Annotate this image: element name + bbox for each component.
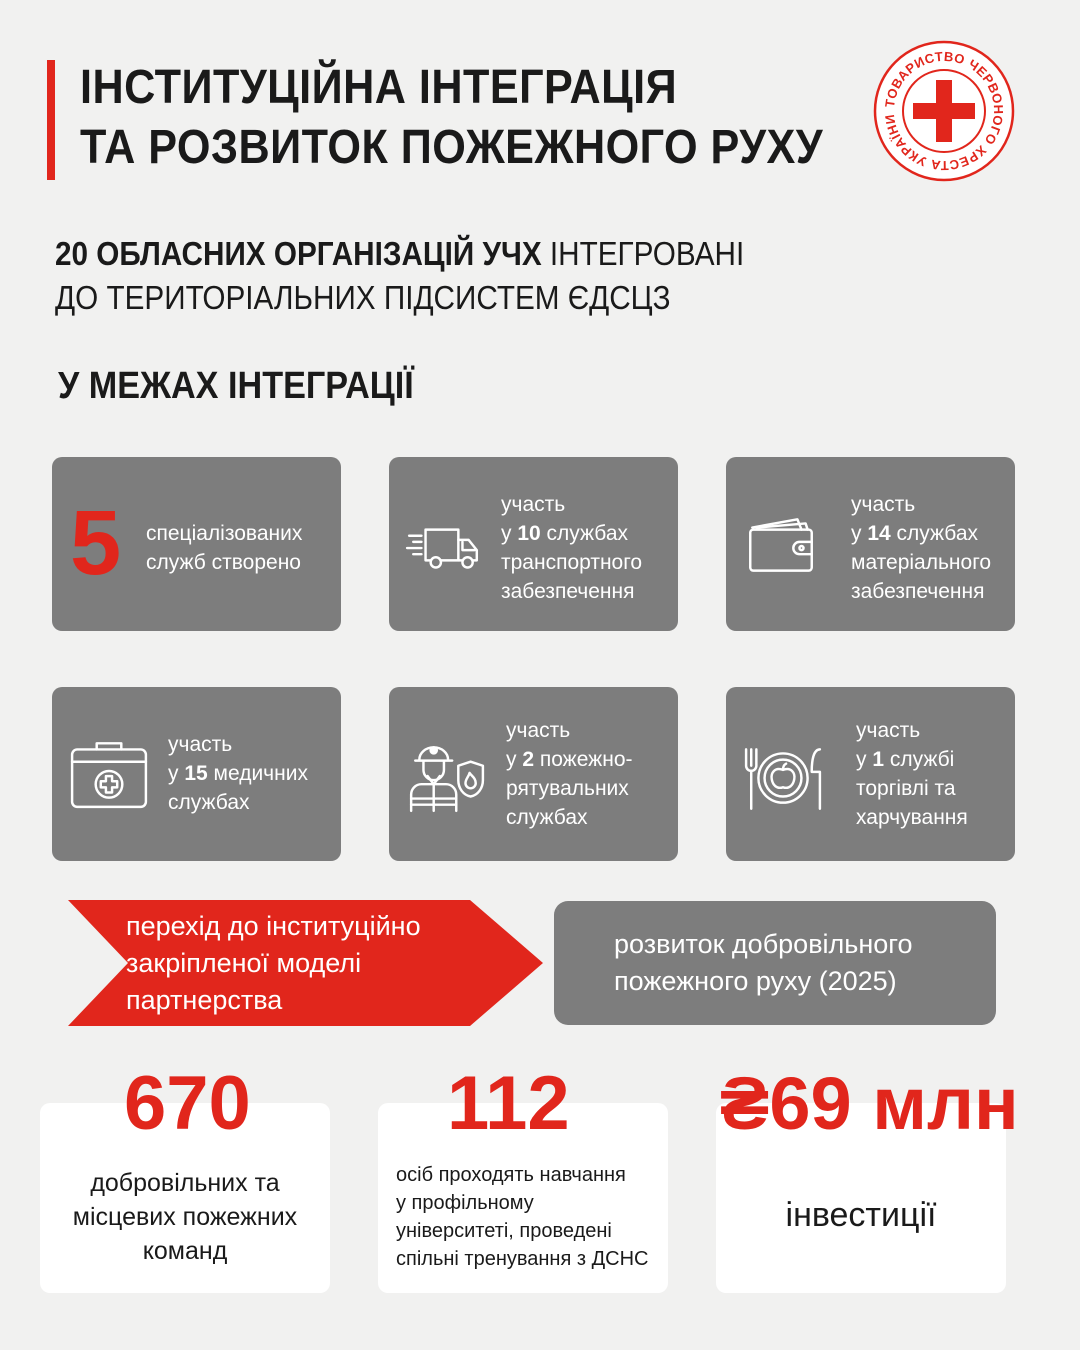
page-title — [80, 58, 824, 178]
card-line: у — [501, 522, 518, 545]
section-heading: У МЕЖАХ ІНТЕГРАЦІЇ — [58, 365, 414, 407]
transition-line: пожежного руху (2025) — [614, 966, 897, 996]
stat-desc-line: у профільному — [396, 1192, 534, 1214]
card-line: служб створено — [146, 551, 301, 574]
stat-desc-line: команд — [142, 1237, 228, 1265]
card-line: участь — [851, 493, 916, 516]
card-line: у — [506, 748, 523, 771]
card-line: забезпечення — [501, 580, 635, 603]
transition-from-text — [126, 908, 456, 1019]
stat-desc-line: університеті, проведені — [396, 1220, 612, 1242]
truck-icon — [403, 505, 485, 587]
red-cross-logo — [873, 40, 1015, 182]
transition-to-text — [614, 926, 974, 1000]
intro-statement — [55, 232, 865, 320]
card-fire-rescue-services — [389, 687, 678, 861]
card-line: службах — [540, 522, 629, 545]
card-line: участь — [856, 719, 921, 742]
page-title-line-1: ІНСТИТУЦІЙНА ІНТЕГРАЦІЯ — [80, 61, 678, 114]
card-line: службі — [884, 748, 955, 771]
intro-line-2: ДО ТЕРИТОРІАЛЬНИХ ПІДСИСТЕМ ЄДСЦЗ — [55, 279, 671, 316]
page-title-line-2: ТА РОЗВИТОК ПОЖЕЖНОГО РУХУ — [80, 121, 824, 174]
card-number: 14 — [867, 522, 891, 545]
card-line: службах — [168, 791, 250, 814]
card-number: 15 — [184, 762, 208, 785]
stat-value-trainees: 112 — [447, 1061, 570, 1146]
card-material-services — [726, 457, 1015, 631]
firefighter-icon — [405, 735, 487, 817]
stat-desc-investments — [716, 1195, 1006, 1235]
transition-line: закріпленої моделі — [126, 948, 362, 978]
card-line: спеціалізованих — [146, 522, 303, 545]
card-line: медичних — [207, 762, 308, 785]
stat-value-teams: 670 — [124, 1061, 251, 1146]
card-number: 10 — [517, 522, 541, 545]
transition-line: партнерства — [126, 985, 283, 1015]
stat-desc-line: місцевих пожежних — [72, 1203, 298, 1231]
card-line: харчування — [856, 806, 968, 829]
card-medical-services — [52, 687, 341, 861]
stat-desc-line: осіб проходять навчання — [396, 1164, 626, 1186]
card-specialized-services — [52, 457, 341, 631]
card-line: участь — [506, 719, 571, 742]
logo-text: ТОВАРИСТВО ЧЕРВОНОГО ХРЕСТА УКРАЇНИ — [881, 48, 1007, 174]
card-line: службах — [506, 806, 588, 829]
title-accent-bar — [47, 60, 55, 180]
card-line: рятувальних — [506, 777, 629, 800]
card-line: у — [168, 762, 185, 785]
card-line: у — [856, 748, 873, 771]
card-line: участь — [501, 493, 566, 516]
card-big-number: 5 — [70, 492, 122, 594]
intro-rest: ІНТЕГРОВАНІ — [541, 235, 745, 272]
card-line: у — [851, 522, 868, 545]
first-aid-kit-icon — [68, 731, 150, 813]
card-number: 1 — [872, 748, 885, 771]
card-line: пожежно- — [534, 748, 633, 771]
card-trade-food-services — [726, 687, 1015, 861]
plate-cutlery-icon — [742, 735, 824, 817]
card-line: транспортного — [501, 551, 643, 574]
card-line: забезпечення — [851, 580, 985, 603]
stat-desc-line: інвестиції — [785, 1196, 937, 1234]
intro-bold: 20 ОБЛАСНИХ ОРГАНІЗАЦІЙ УЧХ — [55, 235, 542, 272]
card-number: 2 — [522, 748, 535, 771]
card-line: матеріального — [851, 551, 992, 574]
stat-desc-line: добровільних та — [90, 1169, 280, 1197]
stat-desc-trainees — [396, 1161, 666, 1273]
card-line: службах — [890, 522, 979, 545]
card-line: участь — [168, 733, 233, 756]
stat-desc-line: спільні тренування з ДСНС — [396, 1248, 649, 1270]
card-transport-services — [389, 457, 678, 631]
card-line: торгівлі та — [856, 777, 956, 800]
transition-line: перехід до інституційно — [126, 911, 421, 941]
transition-line: розвиток добровільного — [614, 929, 913, 959]
stat-desc-teams — [40, 1166, 330, 1268]
wallet-icon — [740, 505, 822, 587]
stat-value-investments: ₴69 млн — [720, 1062, 1019, 1145]
